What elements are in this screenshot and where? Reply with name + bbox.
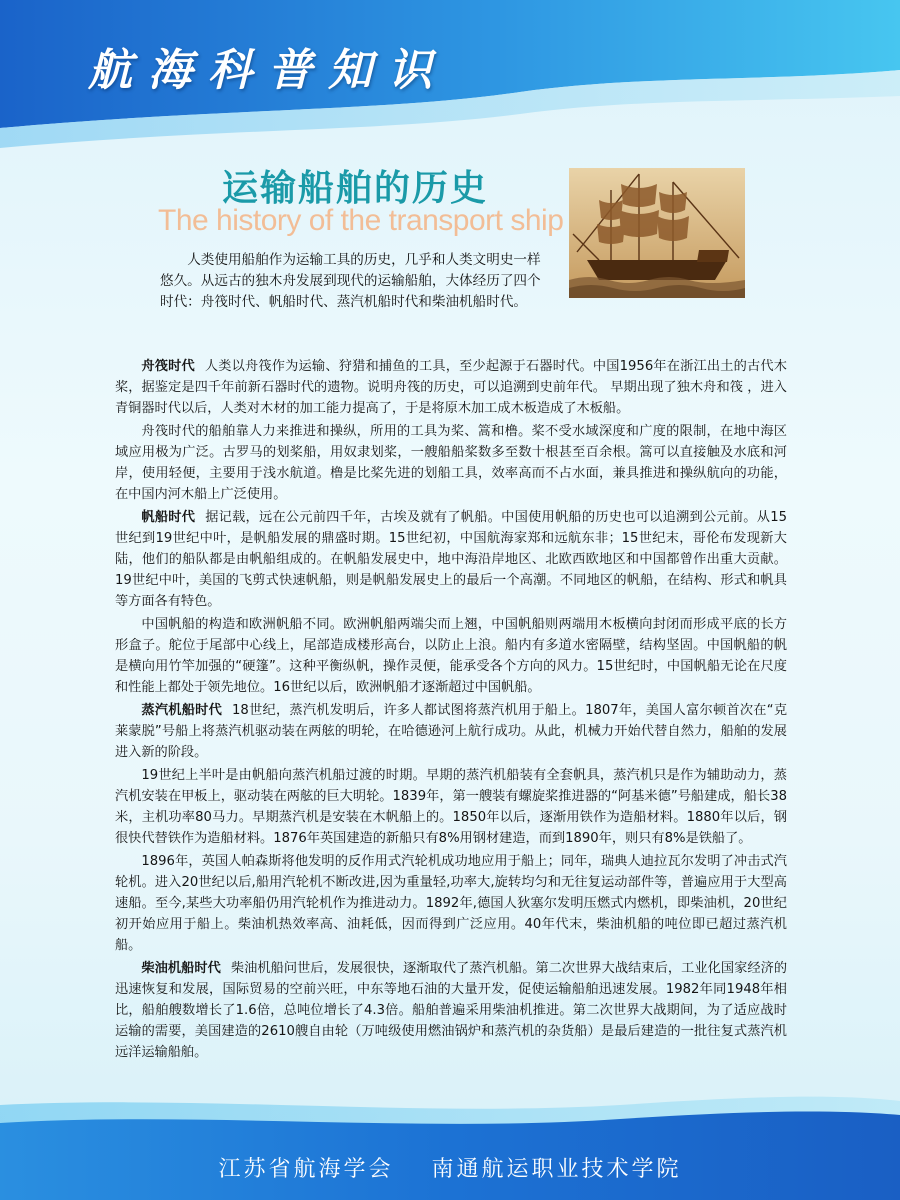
section-paragraph bbox=[115, 421, 787, 505]
section-paragraph bbox=[115, 700, 787, 763]
paragraph-text: 舟筏时代的船舶靠人力来推进和操纵，所用的工具为桨、篙和橹。桨不受水域深度和广度的限制，在地中海区域应用极为广泛。古罗马的划桨船，用奴隶划桨，一艘船船桨数多至数十根甚至百余根。篙可以直接触及水底和河岸，使用轻便，主要用于浅水航道。橹是比桨先进的划船工具，效率高而不占水面，兼具推进和操纵航向的功能，在中国内河木船上广泛使用。 bbox=[115, 424, 787, 502]
paragraph-text: 人类以舟筏作为运输、狩猎和捕鱼的工具，至少起源于石器时代。中国1956年在浙江出土的古代木桨，据鉴定是四千年前新石器时代的遗物。说明舟筏的历史，可以追溯到史前年代。 早期出现了独木舟和筏 ，进入青铜器时代以后，人类对木材的加工能力提高了，于是将原木加工成木板造成了木板船。 bbox=[115, 359, 787, 416]
footer-organizations bbox=[0, 1152, 900, 1183]
paragraph-text: 据记载，远在公元前四千年，古埃及就有了帆船。中国使用帆船的历史也可以追溯到公元前。从15世纪到19世纪中叶，是帆船发展的鼎盛时期。15世纪初，中国航海家郑和远航东非；15世纪末，哥伦布发现新大陆，他们的船队都是由帆船组成的。在帆船发展史中，地中海沿岸地区、北欧西欧地区和中国都曾作出重大贡献。19世纪中叶，美国的飞剪式快速帆船，则是帆船发展史上的最后一个高潮。不同地区的帆船，在结构、形式和帆具等方面各有特色。 bbox=[115, 510, 787, 609]
paragraph-text: 1896年，英国人帕森斯将他发明的反作用式汽轮机成功地应用于船上；同年，瑞典人迪拉瓦尔发明了冲击式汽轮机。进入20世纪以后,船用汽轮机不断改进,因为重量轻,功率大,旋转均匀和无往复运动部件等，普遍应用于大型高速船。至今,某些大功率船仍用汽轮机作为推进动力。1892年,德国人狄塞尔发明压燃式内燃机，即柴油机，20世纪初开始应用于船上。柴油机热效率高、油耗低，因而得到广泛应用。40年代末，柴油机船的吨位即已超过蒸汽机船。 bbox=[115, 854, 787, 953]
paragraph-text: 中国帆船的构造和欧洲帆船不同。欧洲帆船两端尖而上翘，中国帆船则两端用木板横向封闭而形成平底的长方形盒子。舵位于尾部中心线上，尾部造成楼形高台，以防止上浪。船内有多道水密隔壁，结构坚固。中国帆船的帆是横向用竹竿加强的“硬篷”。这种平衡纵帆，操作灵便，能承受各个方向的风力。15世纪时，中国帆船无论在尺度和性能上都处于领先地位。16世纪以后，欧洲帆船才逐渐超过中国帆船。 bbox=[115, 617, 787, 695]
section-heading: 蒸汽机船时代 bbox=[141, 703, 223, 718]
article-title-en: The history of the transport ship bbox=[158, 204, 564, 237]
section-paragraph bbox=[115, 765, 787, 849]
paragraph-text: 19世纪上半叶是由帆船向蒸汽机船过渡的时期。早期的蒸汽机船装有全套帆具，蒸汽机只是作为辅助动力，蒸汽机安装在甲板上，驱动装在两舷的巨大明轮。1839年，第一艘装有螺旋桨推进器的“阿基米德”号船建成，船长38米，主机功率80马力。早期蒸汽机是安装在木帆船上的。1850年以后，逐渐用铁作为造船材料。1880年以后，钢很快代替铁作为造船材料。1876年英国建造的新船只有8%用钢材建造，而到1890年，则只有8%是铁船了。 bbox=[115, 768, 787, 846]
article-title-cn: 运输船舶的历史 bbox=[222, 167, 489, 209]
section-paragraph bbox=[115, 614, 787, 698]
section-paragraph bbox=[115, 507, 787, 612]
section-heading: 帆船时代 bbox=[141, 510, 196, 525]
section-paragraph bbox=[115, 851, 787, 956]
sailing-ship-image bbox=[569, 168, 745, 298]
section-heading: 柴油机船时代 bbox=[141, 961, 221, 976]
paragraph-text: 18世纪，蒸汽机发明后，许多人都试图将蒸汽机用于船上。1807年，美国人富尔顿首次在“克莱蒙脱”号船上将蒸汽机驱动装在两舷的明轮，在哈德逊河上航行成功。从此，机械力开始代替自然力，船舶的发展进入新的阶段。 bbox=[115, 703, 788, 760]
intro-text: 人类使用船舶作为运输工具的历史，几乎和人类文明史一样悠久。从远古的独木舟发展到现代的运输船舶，大体经历了四个时代：舟筏时代、帆船时代、蒸汽机船时代和柴油机船时代。 bbox=[160, 252, 541, 310]
paragraph-text: 柴油机船问世后，发展很快，逐渐取代了蒸汽机船。第二次世界大战结束后，工业化国家经济的迅速恢复和发展，国际贸易的空前兴旺，中东等地石油的大量开发，促使运输船舶迅速发展。1982年同1948年相比，船舶艘数增长了1.6倍，总吨位增长了4.3倍。船舶普遍采用柴油机推进。第二次世界大战期间，为了适应战时运输的需要，美国建造的2610艘自由轮（万吨级使用燃油锅炉和蒸汽机的杂货船）是最后建造的一批往复式蒸汽机远洋运输船舶。 bbox=[115, 961, 788, 1060]
footer-org-jiangsu: 江苏省航海学会 bbox=[218, 1157, 394, 1182]
section-heading: 舟筏时代 bbox=[141, 359, 195, 374]
article-body bbox=[115, 356, 787, 1065]
header-title: 航海科普知识 bbox=[88, 45, 448, 96]
section-paragraph bbox=[115, 958, 787, 1063]
intro-paragraph bbox=[160, 250, 550, 313]
footer-org-nantong: 南通航运职业技术学院 bbox=[431, 1157, 682, 1182]
section-paragraph bbox=[115, 356, 787, 419]
